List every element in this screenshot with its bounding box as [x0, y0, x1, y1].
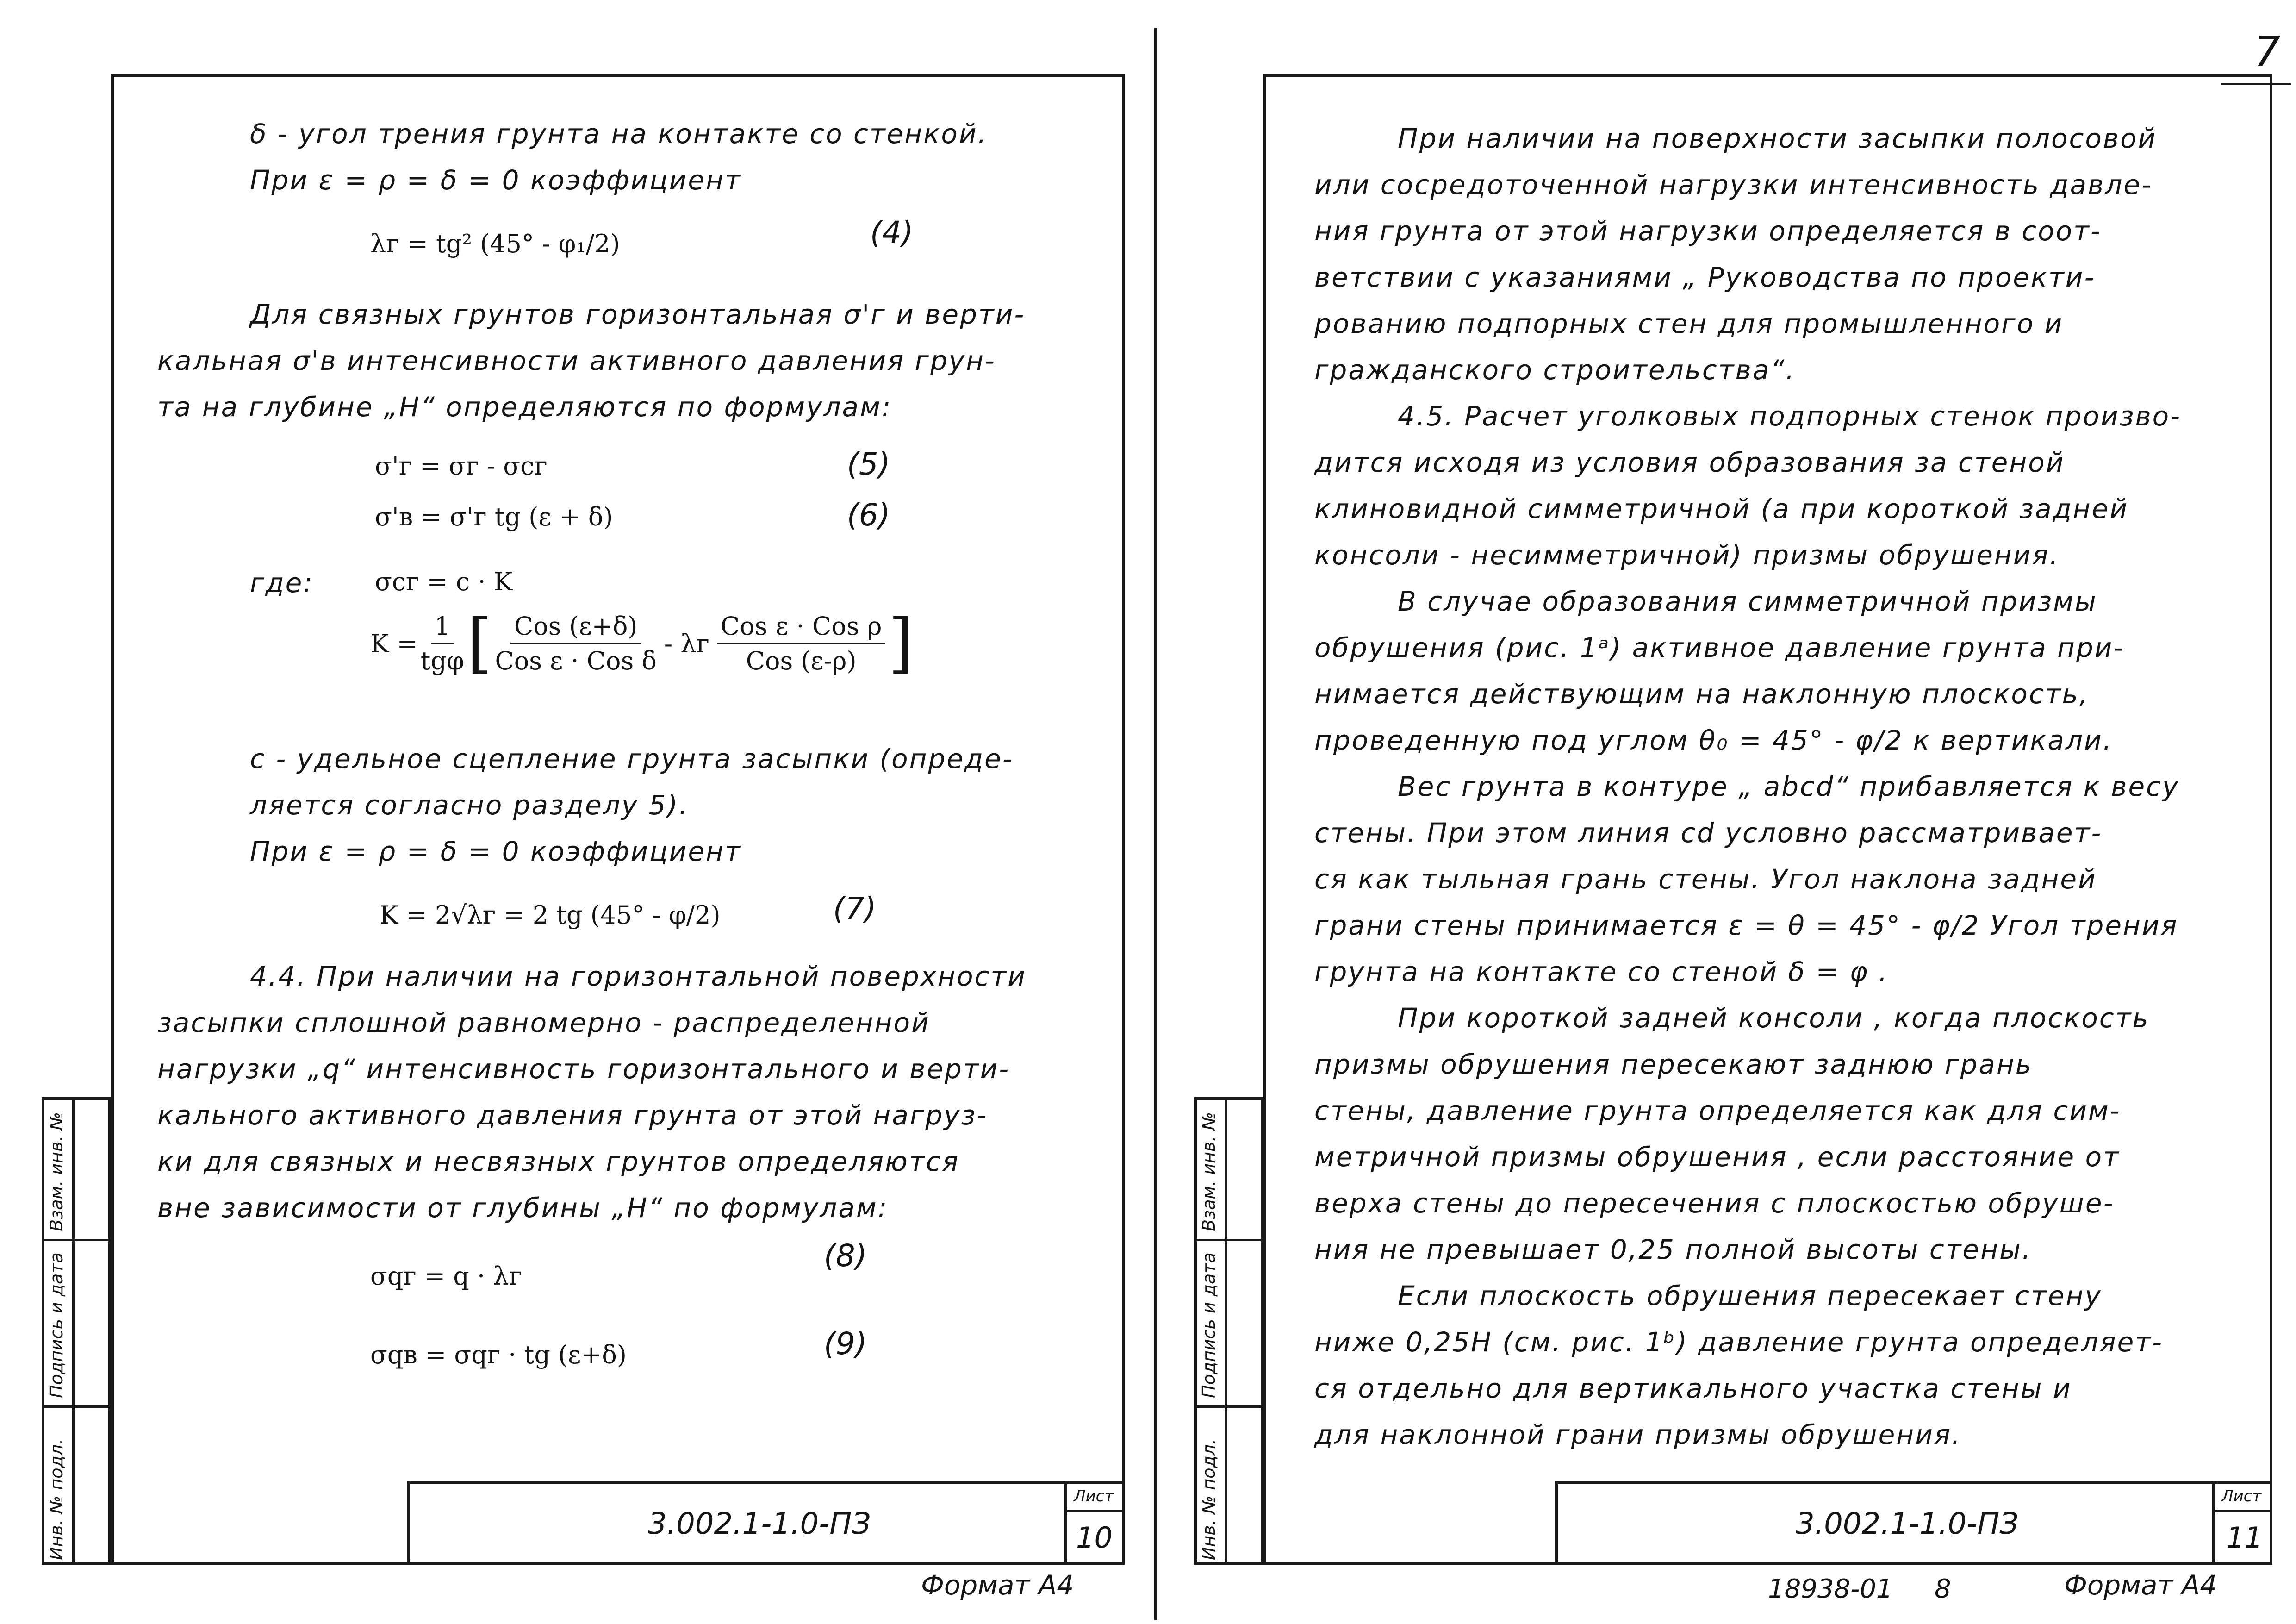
left-doc-code: 3.002.1-1.0-ПЗ: [648, 1507, 871, 1541]
left-line-12: кального активного давления грунта от этой нагруз-: [157, 1099, 988, 1131]
right-doc-code: 3.002.1-1.0-ПЗ: [1796, 1507, 2019, 1541]
right-format: Формат А4: [2064, 1569, 2217, 1601]
right-line-4: ветствии с указаниями „ Руководства по проекти-: [1314, 262, 2096, 293]
left-line-10: засыпки сплошной равномерно - распределенной: [157, 1007, 930, 1038]
right-line-23: метричной призмы обрушения , если расстояние от: [1314, 1141, 2120, 1173]
right-line-28: ся отдельно для вертикального участка стены и: [1314, 1373, 2072, 1404]
right-line-9: клиновидной симметричной (а при короткой задней: [1314, 493, 2129, 525]
left-sheet-label-line: [1064, 1510, 1125, 1512]
page-number: 7: [2254, 28, 2281, 76]
k-lhs: K =: [370, 629, 418, 658]
right-sheet-number: 11: [2226, 1521, 2263, 1555]
right-stamp-vzam: Взам. инв. №: [1199, 1112, 1219, 1231]
left-stamp-vzam: Взам. инв. №: [46, 1112, 67, 1231]
eq-number-4: (4): [870, 215, 914, 250]
right-line-29: для наклонной грани призмы обрушения.: [1314, 1419, 1962, 1450]
left-line-3: Для связных грунтов горизонтальная σ'г и верти-: [250, 299, 1026, 330]
right-line-15: Вес грунта в контуре „ abcd“ прибавляется к весу: [1398, 771, 2180, 802]
right-line-27: ниже 0,25H (см. рис. 1ᵇ) давление грунта определяет-: [1314, 1326, 2164, 1358]
formula-7: K = 2√λг = 2 tg (45° - φ/2): [380, 900, 721, 930]
right-line-5: рованию подпорных стен для промышленного и: [1314, 308, 2064, 339]
k-frac3-num: Cos ε · Cos ρ: [717, 612, 886, 644]
left-line-14: вне зависимости от глубины „H“ по формулам:: [157, 1192, 889, 1224]
eq-number-8: (8): [824, 1238, 867, 1274]
formula-6: σ'в = σ'г tg (ε + δ): [375, 502, 613, 531]
left-sheet-label: Лист: [1074, 1487, 1114, 1505]
right-line-25: ния не превышает 0,25 полной высоты стены.: [1314, 1234, 2032, 1265]
left-sheet-number: 10: [1076, 1521, 1113, 1555]
left-stamp-inv: Инв. № подл.: [46, 1438, 67, 1560]
right-line-12: обрушения (рис. 1ᵃ) активное давление грунта при-: [1314, 632, 2125, 663]
left-line-9: 4.4. При наличии на горизонтальной поверхности: [250, 961, 1027, 992]
right-line-3: ния грунта от этой нагрузки определяется в соот-: [1314, 215, 2102, 247]
eq-number-9: (9): [824, 1326, 867, 1362]
left-line-4: кальная σ'в интенсивности активного давления грун-: [157, 345, 996, 376]
formula-4: λг = tg² (45° - φ₁/2): [370, 229, 620, 258]
formula-5: σ'г = σг - σсг: [375, 451, 548, 481]
formula-scr: σсг = c · K: [375, 567, 513, 596]
k-frac1-den: tgφ: [420, 646, 464, 675]
right-line-20: При короткой задней консоли , когда плоскость: [1398, 1002, 2150, 1034]
right-line-8: дится исходя из условия образования за стеной: [1314, 447, 2065, 478]
right-line-26: Если плоскость обрушения пересекает стену: [1398, 1280, 2102, 1312]
formula-8: σqг = q · λг: [370, 1262, 522, 1291]
right-sheet-label-line: [2212, 1510, 2272, 1512]
k-frac2-den: Cos ε · Cos δ: [495, 646, 657, 675]
right-line-24: верха стены до пересечения с плоскостью обруше-: [1314, 1187, 2115, 1219]
right-line-22: стены, давление грунта определяется как для сим-: [1314, 1095, 2121, 1126]
left-line-11: нагрузки „q“ интенсивность горизонтального и верти-: [157, 1053, 1010, 1085]
center-divider: [1154, 28, 1157, 1620]
left-line-6: с - удельное сцепление грунта засыпки (опреде-: [250, 743, 1014, 775]
k-minus: - λг: [664, 629, 709, 658]
right-line-17: ся как тыльная грань стены. Угол наклона задней: [1314, 863, 2097, 895]
left-line-2: При ε = ρ = δ = 0 коэффициент: [250, 164, 742, 196]
left-line-1: δ - угол трения грунта на контакте со стенкой.: [250, 118, 988, 150]
eq-number-7: (7): [833, 891, 877, 926]
formula-k: K = $\frac{1}{\text{tgφ}}$ [ $\frac{\text{Cos (ε+δ)}}{\text{Cos ε · Cos δ}}$ - λг $\frac{\text{Cos ε · Cos ρ}}{\text{Cos (ε-ρ)}}$ ]: [370, 606, 914, 681]
right-line-11: В случае образования симметричной призмы: [1398, 586, 2097, 617]
right-line-16: стены. При этом линия cd условно рассматривает-: [1314, 817, 2103, 849]
left-sheet-divider: [1064, 1481, 1067, 1565]
right-order-number: 18938-01: [1768, 1574, 1893, 1604]
k-frac3-den: Cos (ε-ρ): [746, 646, 857, 675]
right-line-2: или сосредоточенной нагрузки интенсивность давле-: [1314, 169, 2153, 200]
right-sheet-label: Лист: [2221, 1487, 2262, 1505]
right-line-19: грунта на контакте со стеной δ = φ .: [1314, 956, 1889, 987]
eq-number-5: (5): [847, 446, 890, 482]
right-line-13: нимается действующим на наклонную плоскость,: [1314, 678, 2090, 710]
right-stamp-inv: Инв. № подл.: [1199, 1438, 1219, 1560]
k-frac2-num: Cos (ε+δ): [510, 612, 641, 644]
left-line-7: ляется согласно разделу 5).: [250, 789, 689, 821]
right-line-6: гражданского строительства“.: [1314, 354, 1796, 386]
right-line-7: 4.5. Расчет уголковых подпорных стенок произво-: [1398, 400, 2182, 432]
left-format: Формат А4: [921, 1569, 1074, 1601]
formula-9: σqв = σqг · tg (ε+δ): [370, 1340, 627, 1369]
k-frac1-num: 1: [431, 612, 454, 644]
left-line-8: При ε = ρ = δ = 0 коэффициент: [250, 836, 742, 867]
eq-number-6: (6): [847, 497, 890, 533]
right-line-10: консоли - несимметричной) призмы обрушения.: [1314, 539, 2060, 571]
right-line-21: призмы обрушения пересекают заднюю грань: [1314, 1049, 2033, 1080]
right-line-1: При наличии на поверхности засыпки полосовой: [1398, 123, 2157, 154]
left-line-5: та на глубине „H“ определяются по формулам:: [157, 391, 892, 423]
left-stamp-sign: Подпись и дата: [46, 1252, 67, 1398]
right-copy-number: 8: [1935, 1574, 1951, 1604]
right-stamp-sign: Подпись и дата: [1199, 1252, 1219, 1398]
left-line-13: ки для связных и несвязных грунтов определяются: [157, 1146, 960, 1177]
gde-label: где:: [250, 567, 314, 599]
right-line-18: грани стены принимается ε = θ = 45° - φ/2 Угол трения: [1314, 910, 2178, 941]
right-line-14: проведенную под углом θ₀ = 45° - φ/2 к вертикали.: [1314, 725, 2113, 756]
right-sheet-divider: [2212, 1481, 2215, 1565]
